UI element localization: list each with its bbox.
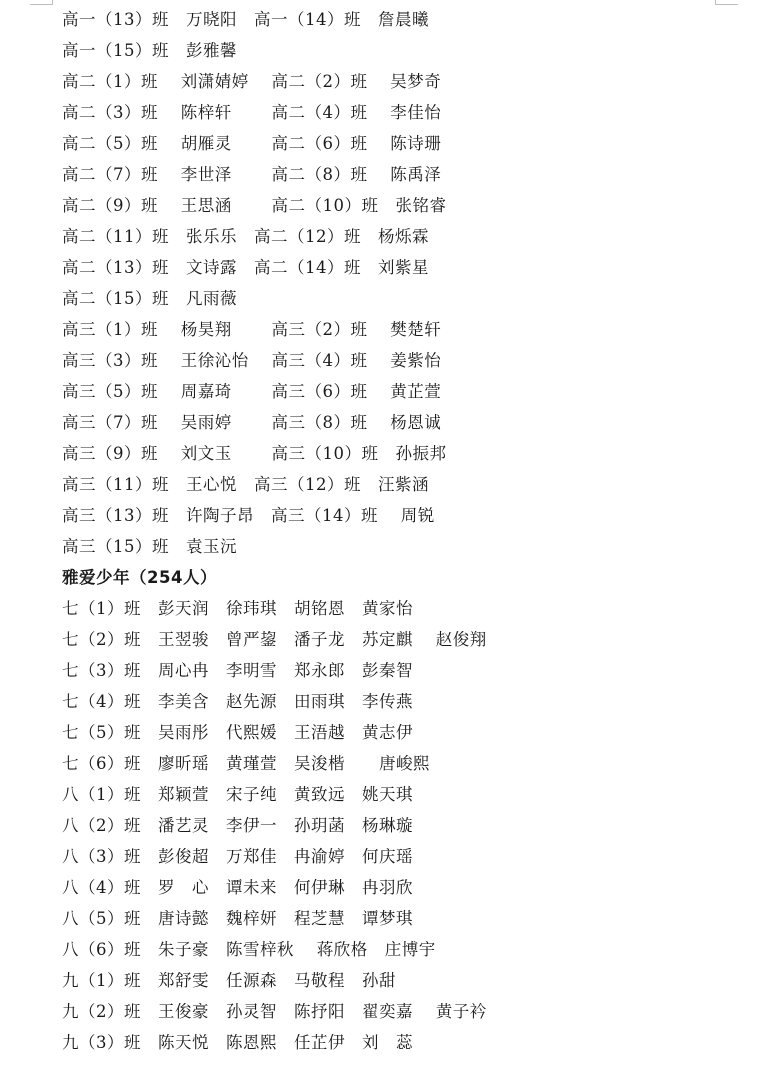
class-line: 高一（13）班 万晓阳 高一（14）班 詹晨曦 [62, 10, 429, 29]
class-line: 高三（11）班 王心悦 高三（12）班 汪紫涵 [62, 475, 429, 494]
class-line: 九（2）班 王俊豪 孙灵智 陈抒阳 翟奕嘉 黄子衿 [62, 1002, 487, 1021]
class-line: 高三（9）班 刘文玉 高三（10）班 孙振邦 [62, 444, 447, 463]
class-line: 高二（11）班 张乐乐 高二（12）班 杨烁霖 [62, 227, 429, 246]
section-heading: 雅爱少年（254人） [62, 568, 217, 587]
class-line: 七（5）班 吴雨彤 代熙媛 王浯越 黄志伊 [62, 723, 413, 742]
class-line: 高一（15）班 彭雅馨 [62, 41, 237, 60]
class-line: 高三（1）班 杨昊翔 高三（2）班 樊楚轩 [62, 320, 442, 339]
class-line: 七（4）班 李美含 赵先源 田雨琪 李传燕 [62, 692, 413, 711]
class-line: 高二（9）班 王思涵 高二（10）班 张铭睿 [62, 196, 447, 215]
class-line: 九（1）班 郑舒雯 任源森 马敬程 孙甜 [62, 971, 396, 990]
class-line: 高三（5）班 周嘉琦 高三（6）班 黄芷萱 [62, 382, 442, 401]
class-line: 高二（1）班 刘潇婧婷 高二（2）班 吴梦奇 [62, 72, 442, 91]
class-line: 高三（15）班 袁玉沅 [62, 537, 237, 556]
class-line: 七（1）班 彭天润 徐玮琪 胡铭恩 黄家怡 [62, 599, 413, 618]
class-line: 七（2）班 王翌骏 曾严鋆 潘子龙 苏定麒 赵俊翔 [62, 630, 487, 649]
class-line: 九（3）班 陈天悦 陈恩熙 任芷伊 刘 蕊 [62, 1033, 413, 1052]
class-line: 高二（7）班 李世泽 高二（8）班 陈禹泽 [62, 165, 442, 184]
class-line: 八（2）班 潘艺灵 李伊一 孙玥菡 杨琳璇 [62, 816, 413, 835]
class-line: 八（1）班 郑颖萱 宋子纯 黄致远 姚天琪 [62, 785, 413, 804]
class-line: 八（3）班 彭俊超 万郑佳 冉渝婷 何庆瑶 [62, 847, 413, 866]
class-line: 高二（13）班 文诗露 高二（14）班 刘紫星 [62, 258, 429, 277]
class-line: 高二（15）班 凡雨薇 [62, 289, 237, 308]
page-corner-mark-left [30, 0, 53, 5]
class-line: 七（6）班 廖昕瑶 黄瑾萱 吴浚楷 唐峻熙 [62, 754, 430, 773]
class-line: 八（4）班 罗 心 谭未来 何伊琳 冉羽欣 [62, 878, 413, 897]
class-line: 高三（13）班 许陶子昂 高三（14）班 周锐 [62, 506, 435, 525]
class-line: 高二（3）班 陈梓轩 高二（4）班 李佳怡 [62, 103, 442, 122]
class-line: 八（6）班 朱子豪 陈雪梓秋 蒋欣格 庄博宇 [62, 940, 436, 959]
class-line: 高三（7）班 吴雨婷 高三（8）班 杨恩诚 [62, 413, 442, 432]
class-line: 高三（3）班 王徐沁怡 高三（4）班 姜紫怡 [62, 351, 442, 370]
class-line: 七（3）班 周心冉 李明雪 郑永郎 彭秦智 [62, 661, 413, 680]
class-line: 八（5）班 唐诗懿 魏梓妍 程芝慧 谭梦琪 [62, 909, 413, 928]
class-line: 高二（5）班 胡雁灵 高二（6）班 陈诗珊 [62, 134, 442, 153]
page-corner-mark-right [715, 0, 738, 5]
